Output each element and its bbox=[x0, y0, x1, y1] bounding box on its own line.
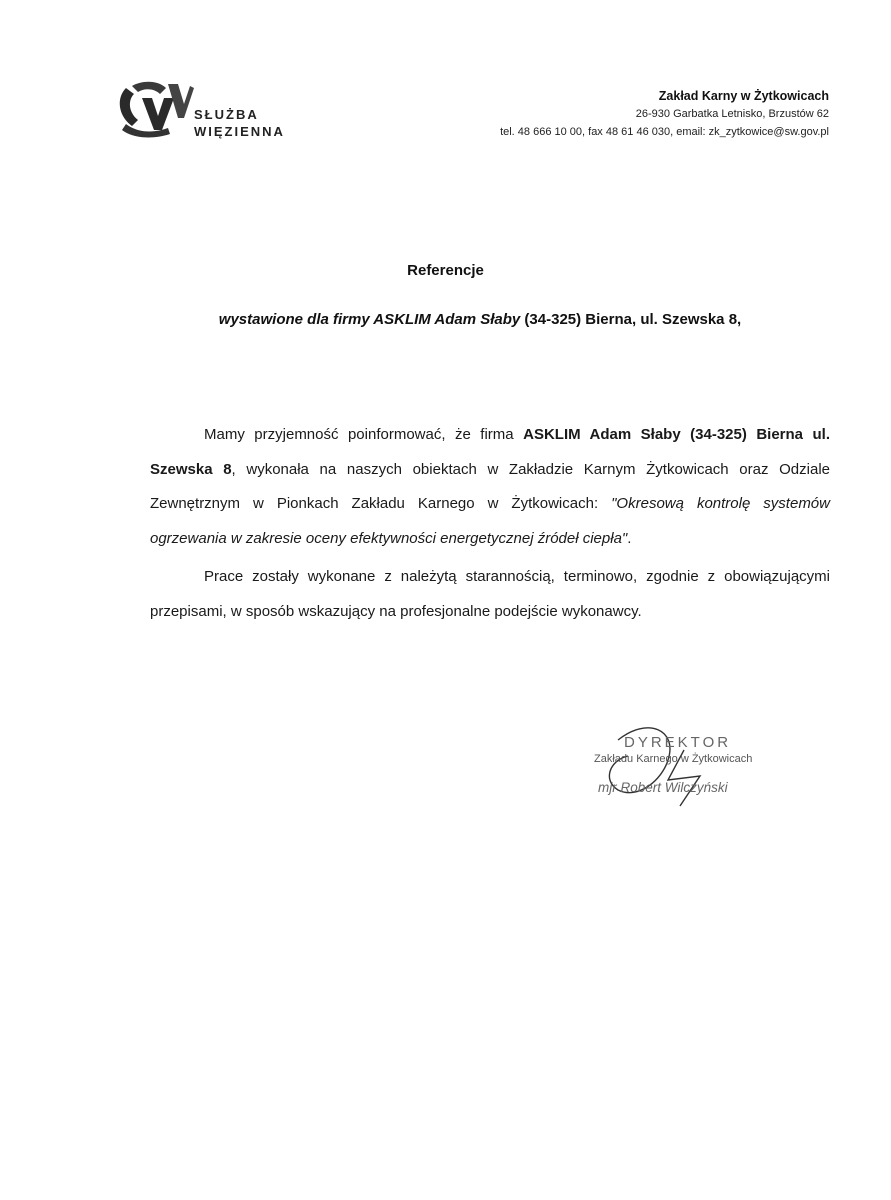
stamp-institution: Zakładu Karnego w Żytkowicach bbox=[594, 753, 753, 765]
document-title: Referencje bbox=[407, 262, 484, 279]
stamp-title: DYREKTOR bbox=[624, 734, 732, 751]
letterhead bbox=[500, 87, 829, 141]
director-stamp bbox=[588, 720, 778, 810]
document-subtitle bbox=[0, 311, 891, 328]
logo-wordmark bbox=[194, 106, 285, 140]
subtitle-rest: (34-325) Bierna, ul. Szewska 8, bbox=[520, 311, 742, 328]
logo-line-1: SŁUŻBA bbox=[194, 107, 259, 122]
subtitle-italic: wystawione dla firmy ASKLIM Adam Słaby bbox=[218, 311, 521, 328]
logo bbox=[112, 76, 312, 146]
institution-address: 26-930 Garbatka Letnisko, Brzustów 62 bbox=[635, 108, 829, 120]
stamp-signatory: mjr Robert Wilczyński bbox=[598, 780, 728, 795]
institution-contact: tel. 48 666 10 00, fax 48 61 46 030, email: zk_zytkowice@sw.gov.pl bbox=[500, 126, 829, 138]
p1-company: ASKLIM Adam Słaby (34-325) Bierna ul. Szewska 8 bbox=[150, 426, 830, 478]
paragraph-1: Mamy przyjemność poinformować, że firma ASKLIM Adam Słaby (34-325) Bierna ul. Szewska 8, wykonała na naszych obiektach w Zakładzie Karnym Żytkowicach oraz Odziale Zewnętrznym w Pionkach Zakładu Karnego w Żytkowicach: "Okresową kontrolę systemów ogrzewania w zakresie oceny efektywności energetycznej źródeł ciepła". bbox=[150, 426, 830, 547]
logo-line-2: WIĘZIENNA bbox=[194, 124, 285, 139]
paragraph-2 bbox=[150, 560, 830, 629]
p1-text-2: , wykonała na naszych obiektach w Zakładzie Karnym Żytkowicach oraz Odziale Zewnętrznym w Pionkach Zakładu Karnego w Żytkowicach: bbox=[150, 460, 830, 512]
p1-text-1: Mamy przyjemność poinformować, że firma bbox=[204, 426, 524, 443]
p2-text: Prace zostały wykonane z należytą starannością, terminowo, zgodnie z obowiązującymi przepisami, w sposób wskazujący na profesjonalne podejście wykonawcy. bbox=[150, 568, 830, 620]
sluzba-wiezienna-emblem-icon bbox=[112, 76, 194, 142]
institution-name: Zakład Karny w Żytkowicach bbox=[658, 89, 829, 103]
p1-service: "Okresową kontrolę systemów ogrzewania w zakresie oceny efektywności energetycznej źródeł ciepła" bbox=[150, 495, 830, 547]
